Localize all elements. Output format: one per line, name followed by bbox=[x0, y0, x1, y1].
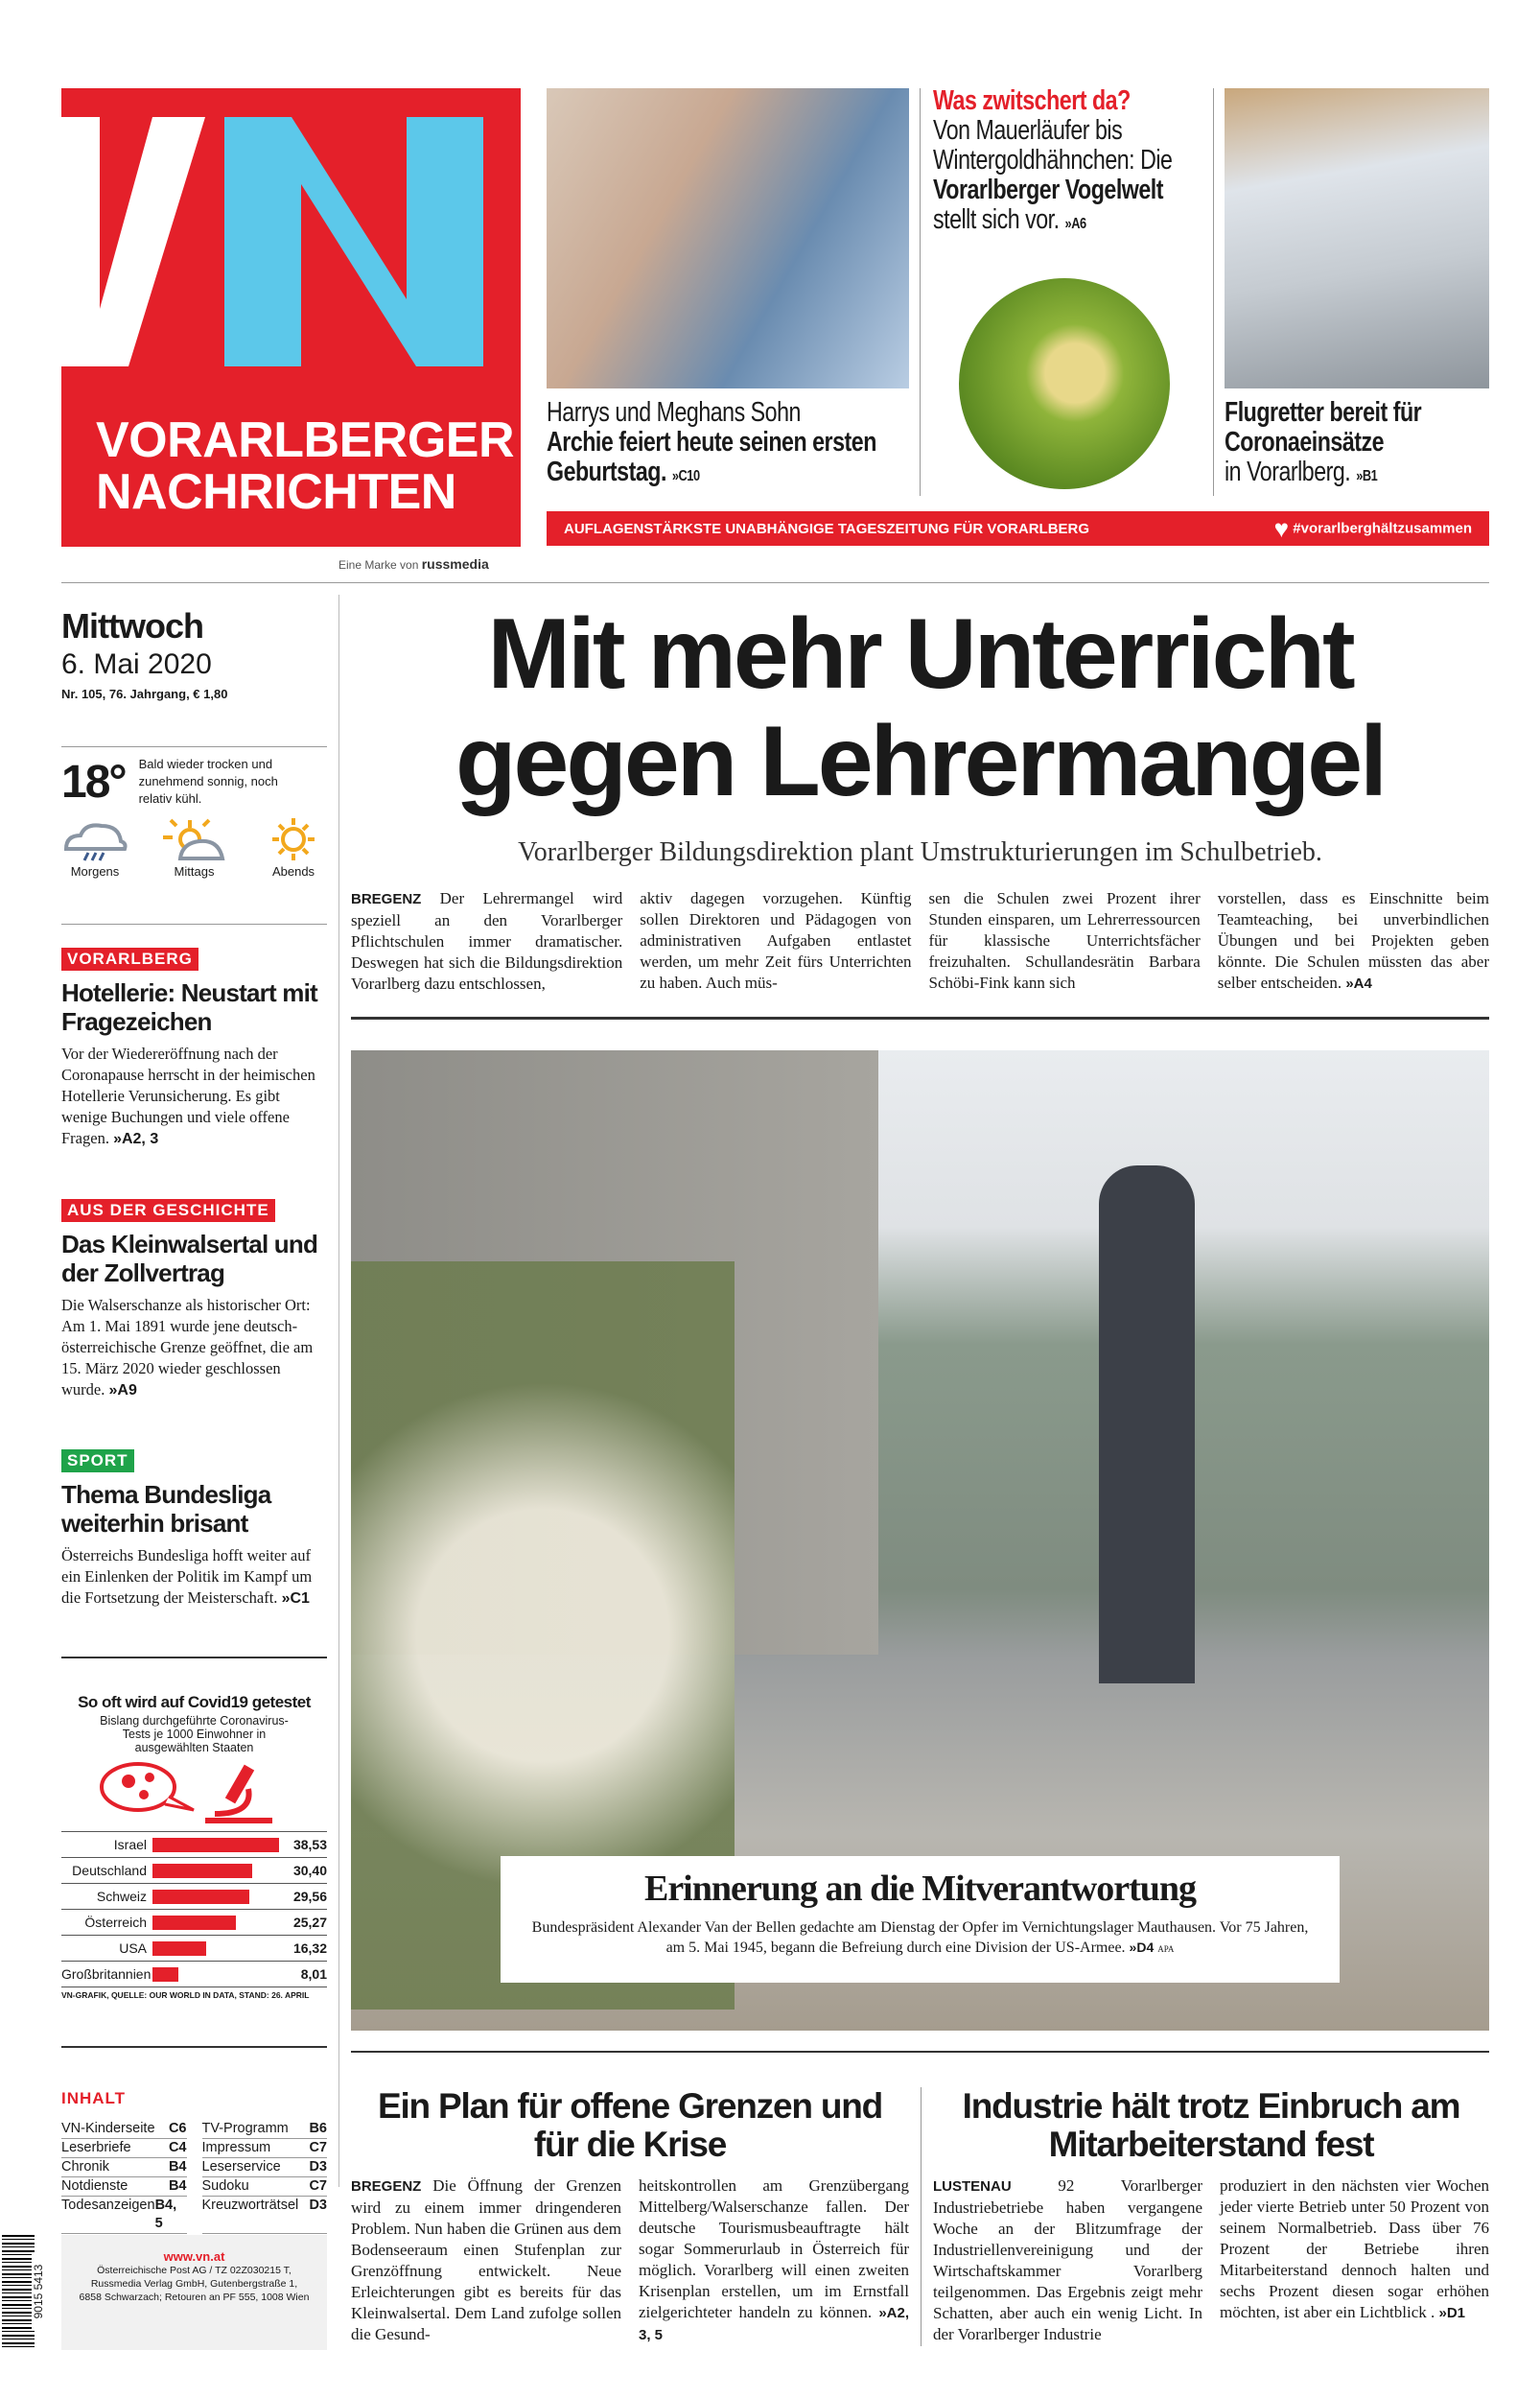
bar-label: USA bbox=[119, 1940, 147, 1956]
contents-list bbox=[61, 2120, 327, 2234]
page-ref: »A2, 3, 5 bbox=[639, 2305, 909, 2343]
bar-label: Großbritannien bbox=[61, 1966, 152, 1982]
teaser-photo-archie[interactable] bbox=[547, 88, 909, 388]
teaser-text: Von Mauerläufer bis Wintergoldhähnchen: Die bbox=[933, 115, 1173, 176]
side-headline: Das Kleinwalsertal und der Zollvertrag bbox=[61, 1230, 318, 1287]
bird-photo[interactable] bbox=[959, 278, 1170, 489]
contents-page: B4 bbox=[168, 2159, 187, 2175]
page-ref: »C1 bbox=[281, 1590, 310, 1607]
divider bbox=[61, 746, 327, 747]
lead-subtitle: Vorarlberger Bildungsdirektion plant Umstrukturierungen im Schulbetrieb. bbox=[518, 837, 1322, 867]
photo-headline: Erinnerung an die Mitverantwortung bbox=[643, 1869, 1197, 1909]
footer-box bbox=[61, 2235, 327, 2350]
contents-page: D3 bbox=[309, 2198, 327, 2213]
footer-line: Russmedia Verlag GmbH, Gutenbergstraße 1, bbox=[90, 2278, 298, 2290]
main-photo-mauthausen[interactable] bbox=[351, 1050, 1489, 2031]
page-ref: »D1 bbox=[1438, 2305, 1466, 2321]
hashtag: #vorarlberghältzusammen bbox=[1293, 519, 1472, 536]
bar-label: Deutschland bbox=[72, 1863, 147, 1878]
bar-value: 29,56 bbox=[292, 1889, 327, 1904]
contents-label: TV-Programm bbox=[201, 2121, 289, 2136]
column-divider bbox=[921, 2087, 922, 2346]
chart-row bbox=[61, 1961, 327, 1987]
bar bbox=[152, 1838, 279, 1852]
contents-page: C6 bbox=[168, 2121, 187, 2136]
weather-label: Morgens bbox=[70, 864, 120, 879]
contents-label: VN-Kinderseite bbox=[61, 2121, 155, 2136]
sun-icon bbox=[260, 818, 327, 861]
story-headline: Industrie hält trotz Einbruch am Mitarbeiterstand fest bbox=[962, 2086, 1460, 2164]
contents-item[interactable] bbox=[202, 2177, 328, 2197]
teaser-caption-bold: Archie feiert heute seinen ersten Geburtstag. bbox=[547, 427, 876, 487]
teaser-kicker: Was zwitschert da? bbox=[933, 85, 1131, 116]
weather-evening bbox=[260, 818, 327, 879]
side-body: Die Walserschanze als historischer Ort: Am 1. Mai 1891 wurde jene deutsch-österreichische Grenze geöffnet, die am 15. März 2020 wieder geschlossen wurde. bbox=[61, 1296, 314, 1399]
lead-body-col: sen die Schulen zwei Prozent ihrer Stunden einsparen, um Lehrerressourcen für klassische Unterrichtsfächer freizuhalten. Schullandesrätin Barbara Schöbi-Fink kann sich bbox=[928, 889, 1201, 992]
page-ref: »A6 bbox=[1064, 216, 1086, 232]
weather-text: Bald wieder trocken und zunehmend sonnig, noch relativ kühl. bbox=[138, 757, 278, 806]
story-grenzen[interactable] bbox=[351, 2087, 909, 2346]
slogan-band bbox=[547, 511, 1489, 546]
contents-title: INHALT bbox=[61, 2089, 127, 2107]
teaser-flugretter[interactable] bbox=[1225, 398, 1489, 491]
contents-page: B4 bbox=[168, 2178, 187, 2194]
contents-label: Sudoku bbox=[201, 2178, 249, 2194]
lead-headline-line2: gegen Lehrermangel bbox=[455, 706, 1385, 817]
dateline bbox=[61, 606, 327, 701]
story-industrie[interactable] bbox=[933, 2087, 1489, 2345]
contents-label: Notdienste bbox=[61, 2178, 128, 2194]
bar-value: 38,53 bbox=[292, 1837, 327, 1852]
page-ref: »D4 bbox=[1129, 1940, 1155, 1955]
bar bbox=[152, 1916, 236, 1930]
bar-value: 30,40 bbox=[292, 1863, 327, 1878]
side-body: Vor der Wiedereröffnung nach der Coronapause herrscht in der heimischen Hotellerie Verunsicherung. Es gibt wenige Buchungen und viele offene Fragen. bbox=[61, 1045, 315, 1147]
contents-page: D3 bbox=[309, 2159, 327, 2175]
page-ref: »A9 bbox=[108, 1382, 137, 1399]
side-headline: Thema Bundesliga weiterhin brisant bbox=[61, 1480, 271, 1538]
bar-track bbox=[152, 1890, 279, 1904]
chart-row bbox=[61, 1883, 327, 1909]
story-dateline: BREGENZ bbox=[351, 2178, 422, 2195]
microscope-virus-icon bbox=[61, 1760, 327, 1825]
chart-row bbox=[61, 1857, 327, 1883]
divider bbox=[61, 2046, 327, 2048]
photo-caption-box bbox=[501, 1856, 1340, 1983]
bar-track bbox=[152, 1916, 279, 1930]
weekday: Mittwoch bbox=[61, 606, 203, 646]
story-headline: Ein Plan für offene Grenzen und für die Krise bbox=[377, 2086, 883, 2164]
chart-row bbox=[61, 1831, 327, 1857]
footer-line: Österreichische Post AG / TZ 02Z030215 T, bbox=[97, 2265, 292, 2276]
masthead-name-line1: VORARLBERGER bbox=[96, 412, 515, 468]
side-story-hotellerie[interactable] bbox=[61, 948, 327, 1150]
chart-row bbox=[61, 1935, 327, 1961]
page-ref: »A4 bbox=[1345, 976, 1372, 992]
teaser-caption: in Vorarlberg. bbox=[1225, 457, 1351, 487]
photo-credit: APA bbox=[1157, 1944, 1175, 1954]
left-column-divider bbox=[338, 595, 339, 2187]
chart-title: So oft wird auf Covid19 getestet bbox=[78, 1693, 311, 1711]
lead-body bbox=[351, 888, 1489, 995]
weather-label: Mittags bbox=[174, 864, 215, 879]
vn-logo-mark bbox=[61, 88, 521, 405]
photo-caption: Bundespräsident Alexander Van der Bellen gedachte am Dienstag der Opfer im Vernichtungslager Mauthausen. Vor 75 Jahren, am 5. Mai 1945, begann die Befreiung durch eine Division der US-Armee. bbox=[531, 1919, 1309, 1956]
lead-body-col: vorstellen, dass es Einschnitte beim Teamteaching, bei unverbindlichen Übungen und bei Projekten geben könnte. Die Schulen müssten das aber selber entscheiden. bbox=[1217, 889, 1489, 992]
bar bbox=[152, 1941, 206, 1956]
hashtag-group[interactable] bbox=[1274, 514, 1472, 544]
barcode bbox=[2, 2235, 50, 2350]
lead-dateline: BREGENZ bbox=[351, 891, 422, 907]
temperature: 18° bbox=[61, 757, 126, 808]
barcode-bars bbox=[2, 2235, 35, 2350]
column-divider bbox=[1213, 88, 1214, 496]
bar-value: 16,32 bbox=[292, 1940, 327, 1956]
page-ref: »C10 bbox=[671, 468, 700, 484]
bar-label: Schweiz bbox=[96, 1889, 147, 1904]
teaser-text-bold: Vorarlberger Vogelwelt bbox=[933, 175, 1163, 205]
teaser-birds[interactable] bbox=[933, 86, 1206, 239]
contents-item[interactable] bbox=[202, 2197, 328, 2234]
contents-item[interactable] bbox=[61, 2139, 187, 2158]
teaser-archie[interactable] bbox=[547, 398, 909, 491]
contents-label: Leserservice bbox=[201, 2159, 281, 2175]
date: 6. Mai 2020 bbox=[61, 648, 212, 680]
contents-label: Kreuzworträtsel bbox=[201, 2198, 299, 2213]
contents-label: Chronik bbox=[61, 2159, 109, 2175]
contents-item[interactable] bbox=[202, 2158, 328, 2177]
heart-icon: ♥ bbox=[1273, 513, 1290, 543]
side-story-bundesliga[interactable] bbox=[61, 1449, 327, 1610]
russmedia-brand: russmedia bbox=[421, 556, 489, 572]
section-label: AUS DER GESCHICHTE bbox=[61, 1199, 275, 1222]
slogan: AUFLAGENSTÄRKSTE UNABHÄNGIGE TAGESZEITUNG FÜR VORARLBERG bbox=[564, 520, 1090, 537]
section-label: VORARLBERG bbox=[61, 948, 198, 971]
contents-item[interactable] bbox=[61, 2120, 187, 2139]
contents bbox=[61, 2089, 327, 2234]
story-body-col: heitskontrollen am Grenzübergang Mittelberg/Walserschanze fallen. Der deutsche Tourismusbeauftragte hält sogar Sommerurlaub in Österreich für möglich. Vorarlberg will einen zweiten Krisenplan erstellen, um im Ernstfall zielgerichteter handeln zu können. bbox=[639, 2176, 909, 2321]
teaser-text: stellt sich vor. bbox=[933, 204, 1060, 235]
contents-page: C7 bbox=[309, 2140, 327, 2155]
lead-body-col: aktiv dagegen vorzugehen. Künftig sollen Direktoren und Pädagogen von administrativen Aufgaben entlastet werden, um mehr Zeit fürs Unterrichten zu haben. Auch müs- bbox=[640, 889, 912, 992]
brand-note-text: Eine Marke von bbox=[338, 558, 419, 572]
masthead-divider bbox=[61, 582, 1489, 583]
footer-line: 6858 Schwarzach; Retouren an PF 555, 1008 Wien bbox=[79, 2292, 310, 2303]
website-link[interactable]: www.vn.at bbox=[163, 2249, 225, 2264]
contents-item[interactable] bbox=[61, 2177, 187, 2197]
bar bbox=[152, 1864, 252, 1878]
contents-item[interactable] bbox=[202, 2139, 328, 2158]
bar bbox=[152, 1890, 249, 1904]
rain-cloud-icon bbox=[61, 818, 128, 861]
contents-label: Leserbriefe bbox=[61, 2140, 131, 2155]
bar bbox=[152, 1967, 178, 1982]
divider bbox=[61, 924, 327, 925]
weather-label: Abends bbox=[271, 864, 315, 879]
section-label: SPORT bbox=[61, 1449, 134, 1472]
barcode-number: 9015 5413 bbox=[32, 2253, 45, 2330]
brand-note bbox=[338, 556, 489, 572]
bar-label: Israel bbox=[113, 1837, 147, 1852]
side-story-kleinwalsertal[interactable] bbox=[61, 1199, 327, 1401]
contents-page: C7 bbox=[309, 2178, 327, 2194]
person-figure bbox=[1099, 1165, 1195, 1683]
chart-bars bbox=[61, 1831, 327, 1987]
story-body-col: produziert in den nächsten vier Wochen jeder vierte Betrieb unter 50 Prozent von seinem Normalbetrieb. Dass über 76 Prozent der Betriebe ihren Mitarbeiterstand dennoch halten und sechs Prozent diesen sogar erhöhen möchten, ist aber ein Lichtblick . bbox=[1220, 2176, 1489, 2321]
bar-value: 8,01 bbox=[300, 1966, 327, 1982]
masthead-name-line2: NACHRICHTEN bbox=[96, 464, 456, 520]
issue-info: Nr. 105, 76. Jahrgang, € 1,80 bbox=[61, 687, 228, 701]
page-ref: »B1 bbox=[1356, 468, 1378, 484]
lead-headline-line1: Mit mehr Unterricht bbox=[487, 599, 1353, 710]
contents-label: Impressum bbox=[201, 2140, 271, 2155]
bar-track bbox=[152, 1967, 279, 1982]
lead-headline[interactable] bbox=[351, 600, 1489, 815]
weather-midday bbox=[161, 818, 228, 879]
lead-body-col: Der Lehrermangel wird speziell an den Vorarlberger Pflichtschulen immer dramatischer. Deswegen hat sich die Bildungsdirektion Vorarlberg dazu entschlossen, bbox=[351, 889, 623, 993]
bar-label: Österreich bbox=[84, 1915, 147, 1930]
contents-item[interactable] bbox=[202, 2120, 328, 2139]
bar-track bbox=[152, 1941, 279, 1956]
vn-logo[interactable] bbox=[61, 88, 521, 547]
divider bbox=[351, 2051, 1489, 2053]
story-dateline: LUSTENAU bbox=[933, 2178, 1012, 2195]
page-ref: »A2, 3 bbox=[113, 1131, 159, 1147]
bar-track bbox=[152, 1864, 279, 1878]
masthead-name bbox=[96, 414, 514, 518]
story-body-col: Die Öffnung der Grenzen wird zu einem immer dringenderen Problem. Nun haben die Grünen aus dem Bodenseeraum einen Stufenplan zur Grenzöffnung entwickelt. Neue Erleichterungen gibt es bereits für das Kleinwalsertal. Dem Land zufolge sollen die Gesund- bbox=[351, 2176, 622, 2343]
weather-morning bbox=[61, 818, 128, 879]
column-divider bbox=[920, 88, 921, 496]
covid-test-chart bbox=[61, 1693, 327, 2000]
contents-page: C4 bbox=[168, 2140, 187, 2155]
teaser-photo-flugretter[interactable] bbox=[1225, 88, 1489, 388]
story-body-col: 92 Vorarlberger Industriebetriebe haben vergangene Woche an der Blitzumfrage der Industriellenvereinigung und der Wirtschaftskammer Vorarlberg teilgenommen. Das Ergebnis zeigt mehr Schatten, aber auch ein wenig Licht. In der Vorarlberger Industrie bbox=[933, 2176, 1202, 2343]
weather bbox=[61, 756, 327, 879]
teaser-caption: Harrys und Meghans Sohn bbox=[547, 397, 801, 428]
divider bbox=[351, 1017, 1489, 1020]
divider bbox=[61, 1657, 327, 1658]
contents-label: Todesanzeigen bbox=[61, 2198, 155, 2213]
contents-page: B4, 5 bbox=[154, 2198, 177, 2231]
chart-subtitle: Bislang durchgeführte Coronavirus-Tests je 1000 Einwohner in ausgewählten Staaten bbox=[100, 1714, 289, 1754]
side-body: Österreichs Bundesliga hofft weiter auf ein Einlenken der Politik im Kampf um die Fortsetzung der Meisterschaft. bbox=[61, 1546, 313, 1607]
sun-cloud-icon bbox=[161, 818, 228, 861]
bar-track bbox=[152, 1838, 279, 1852]
contents-item[interactable] bbox=[61, 2197, 187, 2234]
side-headline: Hotellerie: Neustart mit Fragezeichen bbox=[61, 978, 317, 1036]
chart-source: VN-GRAFIK, QUELLE: OUR WORLD IN DATA, STAND: 26. APRIL bbox=[61, 1990, 310, 2000]
bar-value: 25,27 bbox=[292, 1915, 327, 1930]
contents-page: B6 bbox=[309, 2121, 327, 2136]
contents-item[interactable] bbox=[61, 2158, 187, 2177]
teaser-caption-bold: Flugretter bereit für Coronaeinsätze bbox=[1225, 397, 1422, 458]
chart-row bbox=[61, 1909, 327, 1935]
